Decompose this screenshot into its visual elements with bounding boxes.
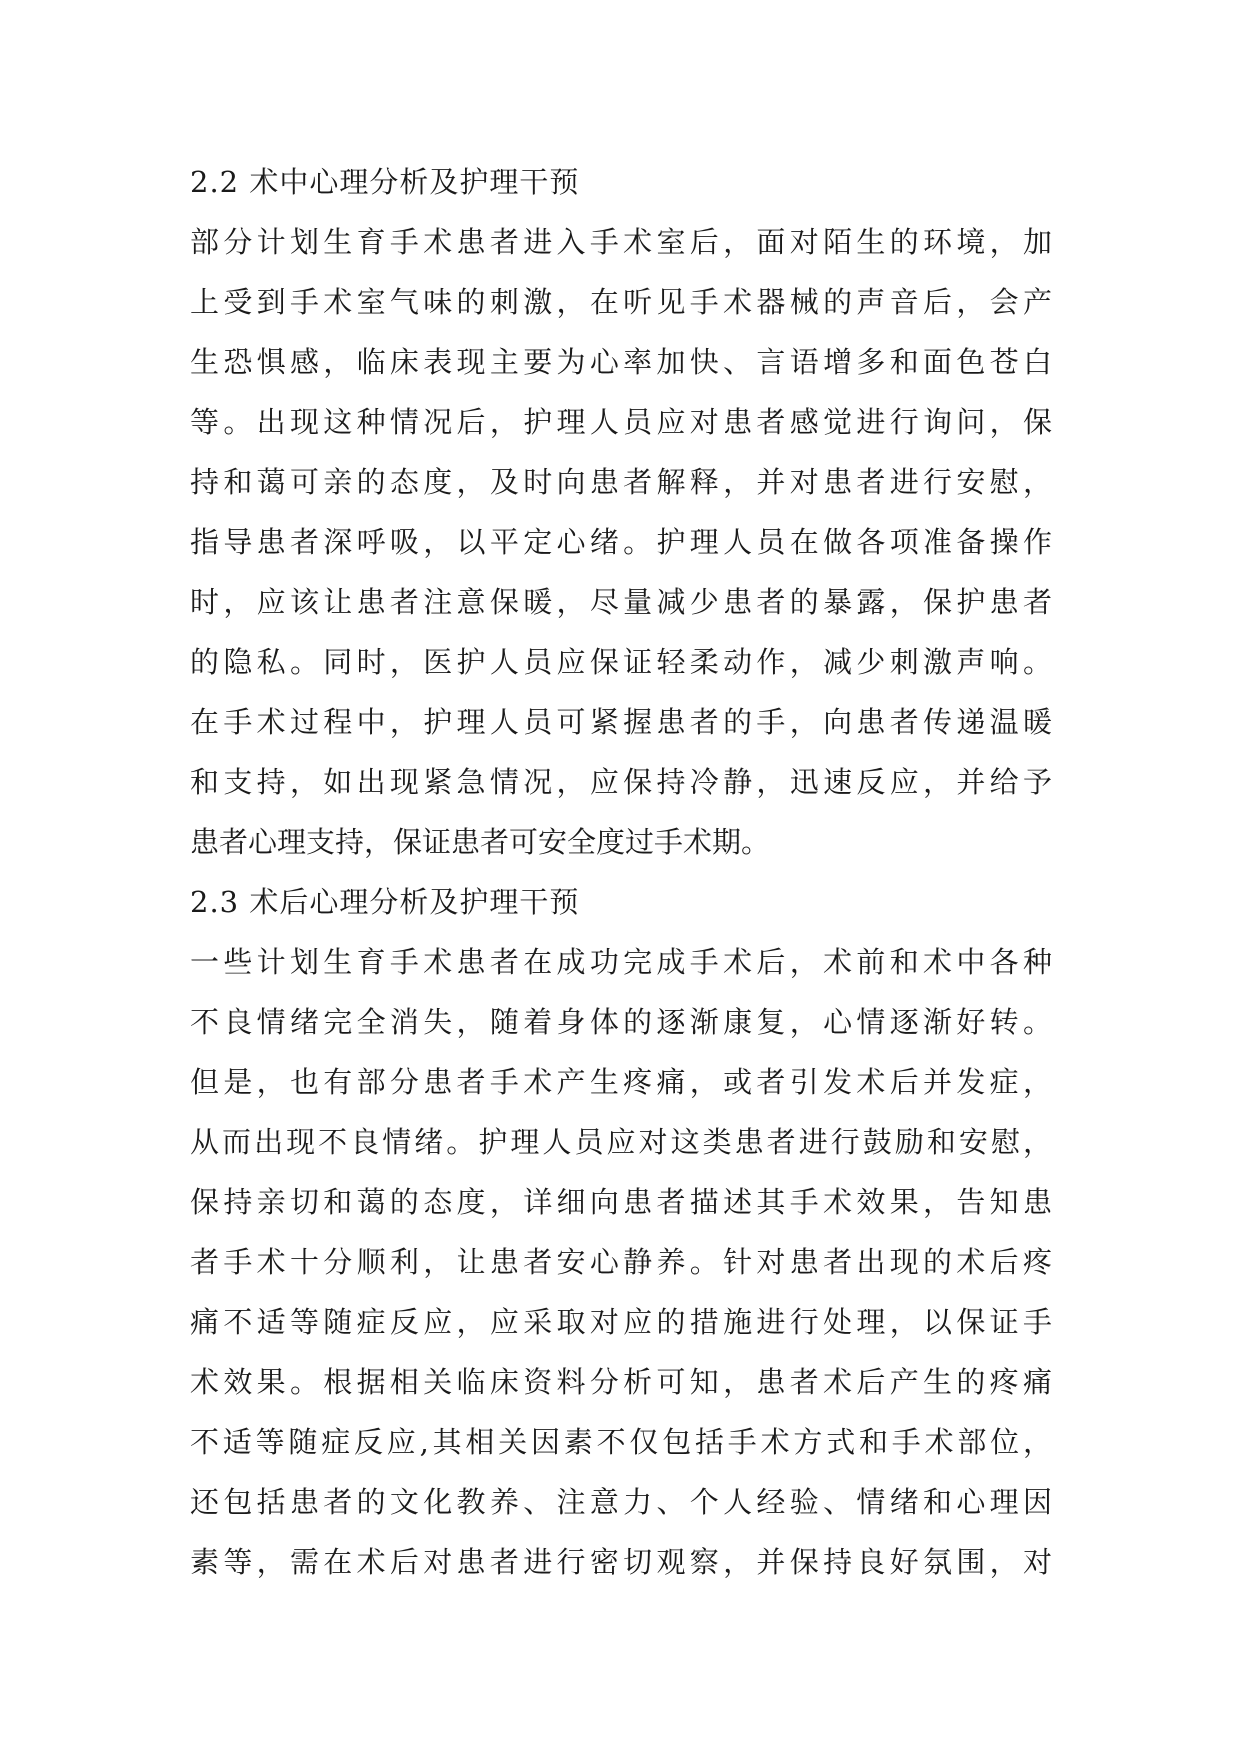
paragraph-line: 患者心理支持，保证患者可安全度过手术期。	[190, 825, 771, 859]
section-heading-2-3: 2.3 术后心理分析及护理干预	[190, 885, 580, 919]
paragraph-line: 在手术过程中，护理人员可紧握患者的手，向患者传递温暖	[190, 705, 1052, 739]
paragraph-line: 一些计划生育手术患者在成功完成手术后，术前和术中各种	[190, 945, 1052, 979]
paragraph-line: 但是，也有部分患者手术产生疼痛，或者引发术后并发症，	[190, 1065, 1052, 1099]
document-page	[190, 152, 1052, 1592]
paragraph-line: 从而出现不良情绪。护理人员应对这类患者进行鼓励和安慰，	[190, 1125, 1052, 1159]
paragraph-line: 等。出现这种情况后，护理人员应对患者感觉进行询问，保	[190, 405, 1052, 439]
paragraph-line: 痛不适等随症反应，应采取对应的措施进行处理，以保证手	[190, 1305, 1052, 1339]
paragraph-line: 素等，需在术后对患者进行密切观察，并保持良好氛围，对	[190, 1545, 1052, 1579]
paragraph-line: 还包括患者的文化教养、注意力、个人经验、情绪和心理因	[190, 1485, 1052, 1519]
paragraph-line: 不适等随症反应,其相关因素不仅包括手术方式和手术部位，	[190, 1425, 1052, 1459]
paragraph-line: 和支持，如出现紧急情况，应保持冷静，迅速反应，并给予	[190, 765, 1052, 799]
paragraph-line: 持和蔼可亲的态度，及时向患者解释，并对患者进行安慰，	[190, 465, 1052, 499]
paragraph-line: 指导患者深呼吸，以平定心绪。护理人员在做各项准备操作	[190, 525, 1052, 559]
section-heading-2-2: 2.2 术中心理分析及护理干预	[190, 165, 580, 199]
paragraph-line: 生恐惧感，临床表现主要为心率加快、言语增多和面色苍白	[190, 345, 1052, 379]
paragraph-line: 者手术十分顺利，让患者安心静养。针对患者出现的术后疼	[190, 1245, 1052, 1279]
paragraph-line: 部分计划生育手术患者进入手术室后，面对陌生的环境，加	[190, 225, 1052, 259]
paragraph-line: 上受到手术室气味的刺激，在听见手术器械的声音后，会产	[190, 285, 1052, 319]
paragraph-line: 术效果。根据相关临床资料分析可知，患者术后产生的疼痛	[190, 1365, 1052, 1399]
paragraph-line: 不良情绪完全消失，随着身体的逐渐康复，心情逐渐好转。	[190, 1005, 1052, 1039]
paragraph-line: 时，应该让患者注意保暖，尽量减少患者的暴露，保护患者	[190, 585, 1052, 619]
paragraph-line: 的隐私。同时，医护人员应保证轻柔动作，减少刺激声响。	[190, 645, 1052, 679]
paragraph-line: 保持亲切和蔼的态度，详细向患者描述其手术效果，告知患	[190, 1185, 1052, 1219]
